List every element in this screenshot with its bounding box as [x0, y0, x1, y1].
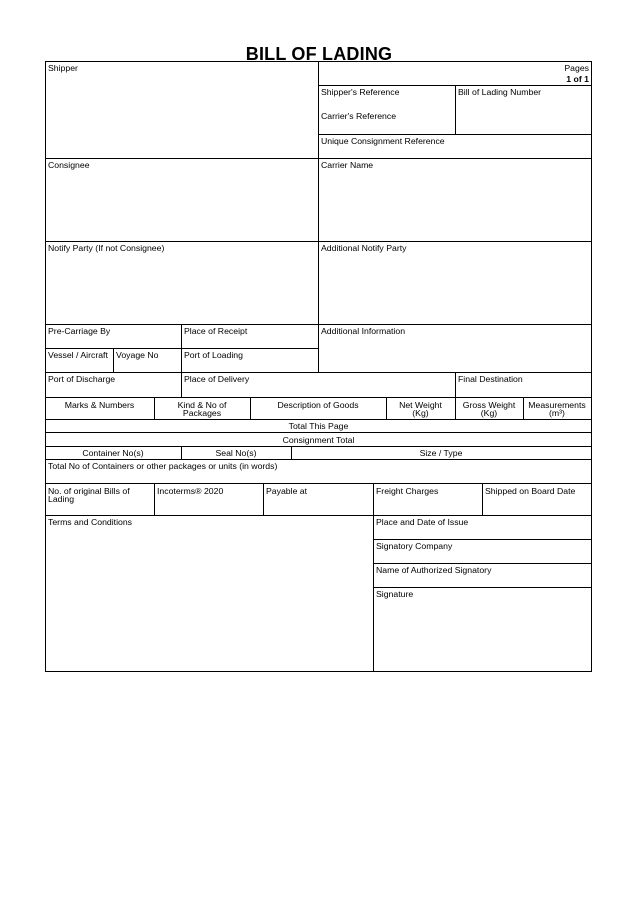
description-of-goods-header: Description of Goods: [277, 400, 359, 410]
pages-value: 1 of 1: [566, 74, 589, 84]
divider: [455, 85, 456, 134]
divider: [455, 372, 456, 397]
divider: [482, 483, 483, 515]
divider: [45, 419, 592, 420]
divider: [373, 563, 592, 564]
size-type-header: Size / Type: [419, 448, 463, 458]
no-original-bills-label-line2: Lading: [48, 494, 75, 504]
divider: [45, 459, 592, 460]
kind-no-packages-header-line2: Packages: [182, 408, 222, 418]
divider: [318, 134, 592, 135]
document-title: BILL OF LADING: [245, 44, 393, 64]
gross-weight-header-unit: (Kg): [480, 408, 498, 418]
shipped-on-board-date-label: Shipped on Board Date: [485, 486, 576, 496]
place-of-delivery-label: Place of Delivery: [184, 374, 250, 384]
additional-notify-party-label: Additional Notify Party: [321, 243, 407, 253]
divider: [113, 348, 114, 372]
divider: [263, 483, 264, 515]
divider: [45, 158, 592, 159]
divider: [373, 587, 592, 588]
place-date-of-issue-label: Place and Date of Issue: [376, 517, 469, 527]
border-left: [45, 61, 46, 671]
port-of-discharge-label: Port of Discharge: [48, 374, 116, 384]
net-weight-header: Net Weight: [399, 400, 442, 410]
gross-weight-header: Gross Weight: [462, 400, 516, 410]
seal-nos-header: Seal No(s): [215, 448, 257, 458]
total-containers-label: Total No of Containers or other packages or units (in words): [48, 461, 278, 471]
voyage-no-label: Voyage No: [116, 350, 159, 360]
freight-charges-label: Freight Charges: [376, 486, 439, 496]
final-destination-label: Final Destination: [458, 374, 523, 384]
pre-carriage-by-label: Pre-Carriage By: [48, 326, 111, 336]
notify-party-label: Notify Party (If not Consignee): [48, 243, 165, 253]
kind-no-packages-header: Kind & No of: [177, 400, 227, 410]
place-of-receipt-label: Place of Receipt: [184, 326, 248, 336]
terms-and-conditions-label: Terms and Conditions: [48, 517, 133, 527]
carrier-name-label: Carrier Name: [321, 160, 374, 170]
measurements-header-unit: (m³): [549, 408, 565, 418]
marks-numbers-header: Marks & Numbers: [64, 400, 135, 410]
divider: [45, 397, 592, 398]
container-nos-header: Container No(s): [82, 448, 144, 458]
pages-label: Pages: [564, 63, 589, 73]
divider: [45, 372, 592, 373]
divider: [373, 539, 592, 540]
port-of-loading-label: Port of Loading: [184, 350, 243, 360]
divider: [318, 61, 319, 372]
divider: [154, 483, 155, 515]
border-bottom: [45, 671, 592, 672]
divider: [45, 348, 319, 349]
divider: [181, 324, 182, 397]
divider: [45, 241, 592, 242]
divider: [373, 483, 374, 671]
unique-consignment-reference-label: Unique Consignment Reference: [321, 136, 445, 146]
signature-label: Signature: [376, 589, 414, 599]
signatory-company-label: Signatory Company: [376, 541, 453, 551]
no-original-bills-label: No. of original Bills of: [48, 486, 130, 496]
divider: [45, 515, 592, 516]
border-right: [591, 61, 592, 671]
bill-of-lading-number-label: Bill of Lading Number: [458, 87, 542, 97]
consignment-total-label: Consignment Total: [282, 435, 355, 445]
shippers-reference-label: Shipper's Reference: [321, 87, 400, 97]
incoterms-label: Incoterms® 2020: [157, 486, 224, 496]
divider: [45, 432, 592, 433]
measurements-header: Measurements: [528, 400, 586, 410]
divider: [45, 483, 592, 484]
net-weight-header-unit: (Kg): [412, 408, 429, 418]
consignee-label: Consignee: [48, 160, 90, 170]
shipper-label: Shipper: [48, 63, 78, 73]
divider: [45, 446, 592, 447]
additional-information-label: Additional Information: [321, 326, 406, 336]
authorized-signatory-label: Name of Authorized Signatory: [376, 565, 492, 575]
payable-at-label: Payable at: [266, 486, 308, 496]
total-this-page-label: Total This Page: [288, 421, 349, 431]
carriers-reference-label: Carrier's Reference: [321, 111, 397, 121]
vessel-aircraft-label: Vessel / Aircraft: [48, 350, 108, 360]
divider: [45, 324, 592, 325]
